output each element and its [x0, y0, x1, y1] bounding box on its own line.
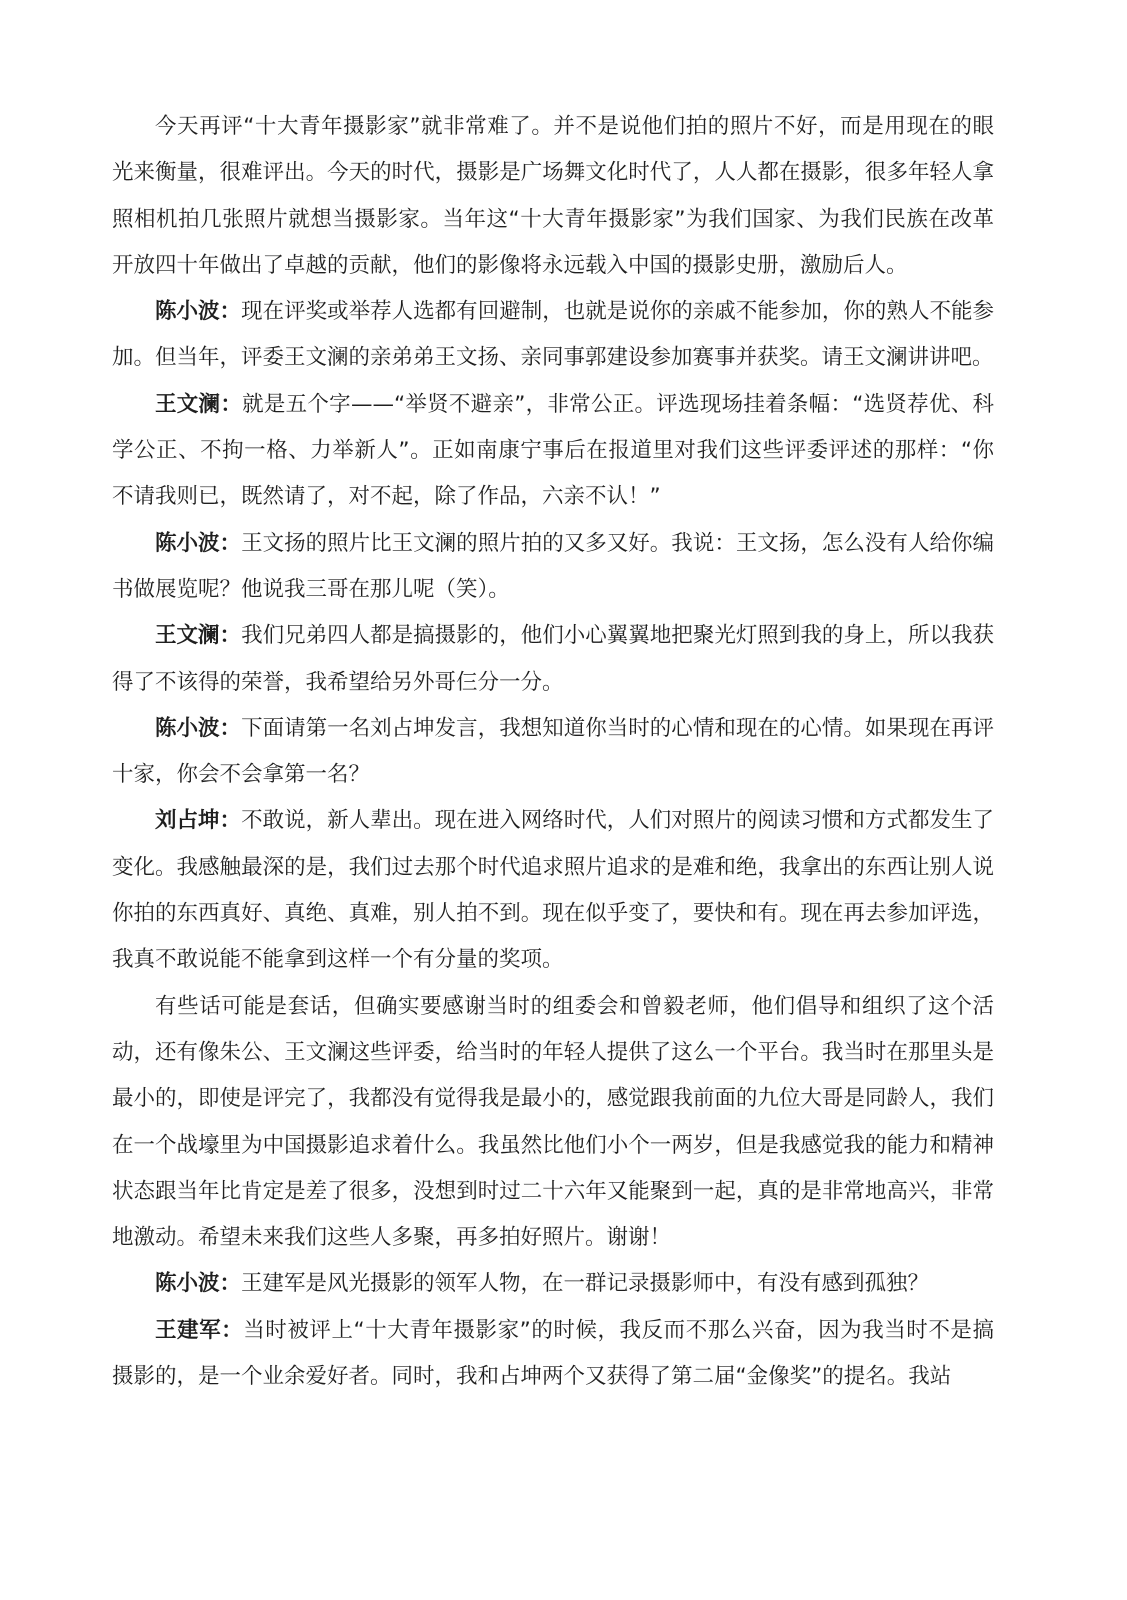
- speaker-label: 王建军：: [155, 1317, 244, 1343]
- paragraph-7: [112, 798, 994, 983]
- paragraph-8: [112, 984, 994, 1262]
- paragraph-text: 王建军是风光摄影的领军人物，在一群记录摄影师中，有没有感到孤独？: [241, 1271, 930, 1297]
- paragraph-6: [112, 706, 994, 799]
- speaker-label: 陈小波：: [155, 299, 242, 325]
- paragraph-text: 现在评奖或举荐人选都有回避制，也就是说你的亲戚不能参加，你的熟人不能参加。但当年，评委王文澜的亲弟弟王文扬、亲同事郭建设参加赛事并获奖。请王文澜讲讲吧。: [112, 299, 994, 371]
- speaker-label: 陈小波：: [155, 1271, 242, 1297]
- paragraph-text: 当时被评上“十大青年摄影家”的时候，我反而不那么兴奋，因为我当时不是搞摄影的，是一个业余爱好者。同时，我和占坤两个又获得了第二届“金像奖”的提名。我站: [112, 1317, 994, 1390]
- speaker-label: 刘占坤：: [155, 808, 242, 834]
- paragraph-10: [112, 1308, 994, 1401]
- paragraph-text: 有些话可能是套话，但确实要感谢当时的组委会和曾毅老师，他们倡导和组织了这个活动，还有像朱公、王文澜这些评委，给当时的年轻人提供了这么一个平台。我当时在那里头是最小的，即使是评完了，我都没有觉得我是最小的，感觉跟我前面的九位大哥是同龄人，我们在一个战壕里为中国摄影追求着什么。我虽然比他们小个一两岁，但是我感觉我的能力和精神状态跟当年比肯定是差了很多，没想到时过二十六年又能聚到一起，真的是非常地高兴，非常地激动。希望未来我们这些人多聚，再多拍好照片。谢谢！: [112, 993, 994, 1251]
- paragraph-5: [112, 613, 994, 706]
- document-page: [112, 104, 994, 1400]
- speaker-label: 陈小波：: [155, 715, 242, 741]
- speaker-label: 王文澜：: [155, 623, 242, 649]
- paragraph-text: 我们兄弟四人都是搞摄影的，他们小心翼翼地把聚光灯照到我的身上，所以我获得了不该得的荣誉，我希望给另外哥仨分一分。: [112, 623, 994, 695]
- paragraph-1: [112, 104, 994, 289]
- paragraph-text: 下面请第一名刘占坤发言，我想知道你当时的心情和现在的心情。如果现在再评十家，你会不会拿第一名？: [112, 715, 994, 788]
- paragraph-text: 不敢说，新人辈出。现在进入网络时代，人们对照片的阅读习惯和方式都发生了变化。我感触最深的是，我们过去那个时代追求照片追求的是难和绝，我拿出的东西让别人说你拍的东西真好、真绝、真难，别人拍不到。现在似乎变了，要快和有。现在再去参加评选，我真不敢说能不能拿到这样一个有分量的奖项。: [112, 808, 994, 973]
- paragraph-4: [112, 521, 994, 614]
- paragraph-3: [112, 382, 994, 521]
- speaker-label: 陈小波：: [155, 530, 242, 556]
- paragraph-2: [112, 289, 994, 382]
- paragraph-9: [112, 1261, 994, 1307]
- paragraph-text: 王文扬的照片比王文澜的照片拍的又多又好。我说：王文扬，怎么没有人给你编书做展览呢？他说我三哥在那儿呢（笑）。: [112, 530, 994, 602]
- paragraph-text: 今天再评“十大青年摄影家”就非常难了。并不是说他们拍的照片不好，而是用现在的眼光来衡量，很难评出。今天的时代，摄影是广场舞文化时代了，人人都在摄影，很多年轻人拿照相机拍几张照片就想当摄影家。当年这“十大青年摄影家”为我们国家、为我们民族在改革开放四十年做出了卓越的贡献，他们的影像将永远载入中国的摄影史册，激励后人。: [112, 114, 994, 278]
- paragraph-text: 就是五个字——“举贤不避亲”，非常公正。评选现场挂着条幅：“选贤荐优、科学公正、不拘一格、力举新人”。正如南康宁事后在报道里对我们这些评委评述的那样：“你不请我则已，既然请了，对不起，除了作品，六亲不认！”: [112, 391, 994, 510]
- speaker-label: 王文澜：: [155, 391, 243, 417]
